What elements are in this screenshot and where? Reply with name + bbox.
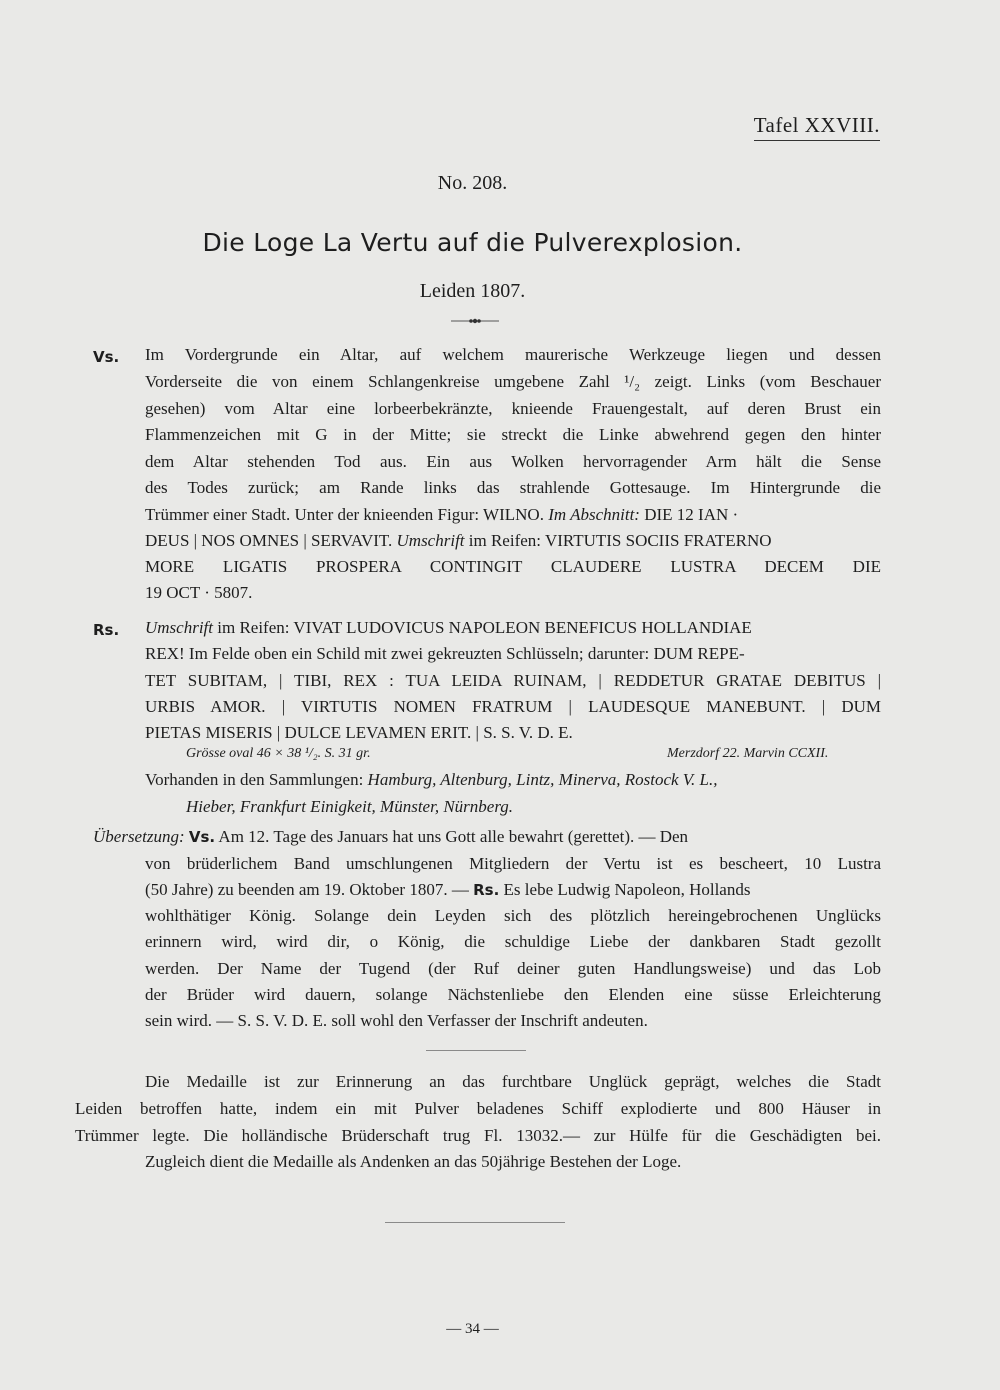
text-line: DEUS | NOS OMNES | SERVAVIT. Umschrift im Reifen: VIRTUTIS SOCIIS FRATERNO	[145, 531, 772, 550]
text-line: sein wird. — S. S. V. D. E. soll wohl den Verfasser der Inschrift andeuten.	[145, 1011, 648, 1030]
section-divider	[426, 1050, 526, 1051]
page-title: Die Loge La Vertu auf die Pulverexplosion.	[202, 228, 743, 257]
plate-number: Tafel XXVIII.	[754, 113, 880, 141]
size-weight: Grösse oval 46 × 38 ¹/₂. S. 31 gr.	[186, 746, 371, 761]
text-line: Im Vordergrunde ein Altar, auf welchem maurerische Werkzeuge liegen und dessen	[145, 345, 881, 364]
page-number: — 34 —	[446, 1321, 499, 1337]
text-line: Die Medaille ist zur Erinnerung an das furchtbare Unglück geprägt, welches die Stadt	[145, 1072, 881, 1091]
text-line: Trümmer legte. Die holländische Brüderschaft trug Fl. 13032.— zur Hülfe für die Geschädigten bei.	[75, 1126, 881, 1145]
obverse-label: Vs.	[93, 348, 120, 366]
text-line: TET SUBITAM, | TIBI, REX : TUA LEIDA RUINAM, | REDDETUR GRATAE DEBITUS |	[145, 671, 881, 690]
text-line: Übersetzung: Vs. Am 12. Tage des Januars hat uns Gott alle bewahrt (gerettet). — Den	[93, 827, 689, 846]
text-line: dem Altar stehenden Tod aus. Ein aus Wolken hervorragender Arm hält die Sense	[145, 452, 881, 471]
catalogue-number: No. 208.	[437, 172, 508, 194]
text-line: URBIS AMOR. | VIRTUTIS NOMEN FRATRUM | LAUDESQUE MANEBUNT. | DUM	[145, 697, 881, 716]
text-line: Hieber, Frankfurt Einigkeit, Münster, Nürnberg.	[186, 797, 514, 816]
text-line: MORE LIGATIS PROSPERA CONTINGIT CLAUDERE LUSTRA DECEM DIE	[145, 557, 881, 576]
text-line: gesehen) vom Altar eine lorbeerbekränzte, knieende Frauengestalt, auf deren Brust ein	[145, 399, 881, 418]
text-line: Zugleich dient die Medaille als Andenken an das 50jährige Bestehen der Loge.	[145, 1152, 682, 1171]
text-line: Vorderseite die von einem Schlangenkreise umgebene Zahl ¹/₂ zeigt. Links (vom Beschauer	[145, 372, 881, 391]
text-line: PIETAS MISERIS | DULCE LEVAMEN ERIT. | S. S. V. D. E.	[145, 723, 573, 742]
translation-label: Übersetzung:	[93, 827, 185, 846]
text-line: von brüderlichem Band umschlungenen Mitgliedern der Vertu ist es bescheert, 10 Lustra	[145, 854, 881, 873]
text-line: werden. Der Name der Tugend (der Ruf deiner guten Handlungsweise) und das Lob	[145, 959, 881, 978]
text-line: Umschrift im Reifen: VIVAT LUDOVICUS NAPOLEON BENEFICUS HOLLANDIAE	[145, 618, 752, 637]
text-line: (50 Jahre) zu beenden am 19. Oktober 1807. — Rs. Es lebe Ludwig Napoleon, Hollands	[145, 880, 751, 899]
references: Merzdorf 22. Marvin CCXII.	[667, 746, 829, 761]
section-divider	[385, 1222, 565, 1223]
text-line: 19 OCT · 5807.	[145, 583, 253, 602]
text-line: Trümmer einer Stadt. Unter der knieenden Figur: WILNO. Im Abschnitt: DIE 12 IAN ·	[145, 505, 739, 524]
place-date: Leiden 1807.	[419, 280, 526, 302]
text-line: wohlthätiger König. Solange dein Leyden sich des plötzlich hereingebrochenen Unglücks	[145, 906, 881, 925]
reverse-label: Rs.	[93, 621, 120, 639]
text-line: Leiden betroffen hatte, indem ein mit Pulver beladenes Schiff explodierte und 800 Häuser in	[75, 1099, 881, 1118]
ornament-divider	[451, 317, 499, 325]
text-line: erinnern wird, wird dir, o König, die schuldige Liebe der dankbaren Stadt gezollt	[145, 932, 881, 951]
text-line: des Todes zurück; am Rande links das strahlende Gottesauge. Im Hintergrunde die	[145, 478, 881, 497]
text-line: REX! Im Felde oben ein Schild mit zwei gekreuzten Schlüsseln; darunter: DUM REPE-	[145, 644, 745, 663]
text-line: Vorhanden in den Sammlungen: Hamburg, Altenburg, Lintz, Minerva, Rostock V. L.,	[145, 770, 718, 789]
text-line: Flammenzeichen mit G in der Mitte; sie streckt die Linke abwehrend gegen den hinter	[145, 425, 881, 444]
text-line: der Brüder wird dauern, solange Nächstenliebe den Elenden eine süsse Erleichterung	[145, 985, 881, 1004]
